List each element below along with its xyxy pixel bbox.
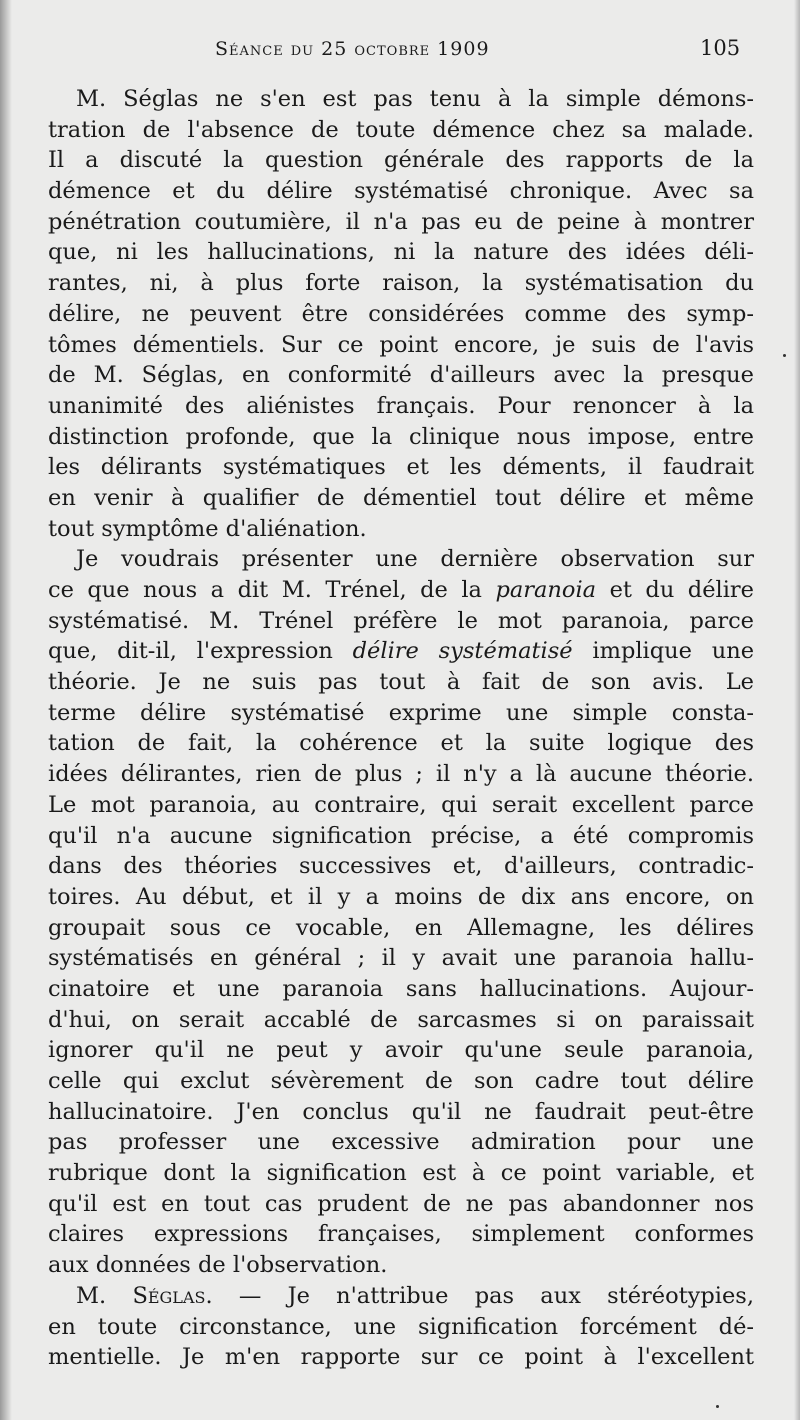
running-title: Séance du 25 octobre 1909 <box>215 38 490 60</box>
text-line: pas professer une excessive admiration pour une <box>48 1129 754 1156</box>
text-line: claires expressions françaises, simplement conformes <box>48 1221 754 1248</box>
print-speck <box>783 354 786 357</box>
text-line: idées délirantes, rien de plus ; il n'y a là aucune théorie. <box>48 761 754 788</box>
text-line: rantes, ni, à plus forte raison, la systématisation du <box>48 270 754 297</box>
text-line: en venir à qualifier de démentiel tout délire et même <box>48 484 754 511</box>
text-run: que, dit-il, l'expression <box>48 638 333 665</box>
text-line: pénétration coutumière, il n'a pas eu de peine à montrer <box>48 208 754 235</box>
text-line: ignorer qu'il ne peut y avoir qu'une seule paranoia, <box>48 1037 754 1064</box>
text-line: rubrique dont la signification est à ce point variable, et <box>48 1160 754 1187</box>
text-line: dans des théories successives et, d'ailleurs, contradic- <box>48 853 754 880</box>
speaker-name: Séglas. <box>132 1282 213 1309</box>
text-line: délire, ne peuvent être considérées comme des symp- <box>48 300 754 327</box>
page-header <box>0 38 800 68</box>
text-line: celle qui exclut sévèrement de son cadre tout délire <box>48 1068 754 1094</box>
text-line: hallucinatoire. J'en conclus qu'il ne faudrait peut-être <box>48 1098 754 1125</box>
page-edge-shadow-left <box>0 0 12 1420</box>
text-run: et du délire <box>609 577 754 603</box>
italic-term: paranoia <box>495 577 597 603</box>
page-edge-shadow-right <box>794 0 800 1420</box>
body-text <box>48 84 754 1373</box>
text-line: tration de l'absence de toute démence chez sa malade. <box>48 116 754 143</box>
text-line: les délirants systématiques et les déments, il faudrait <box>48 454 754 481</box>
text-line: Le mot paranoia, au contraire, qui serait excellent parce <box>48 791 754 818</box>
text-line: Je voudrais présenter une dernière observation sur <box>76 546 754 573</box>
page-number: 105 <box>700 36 741 60</box>
text-line <box>48 1281 754 1312</box>
text-line: terme délire systématisé exprime une simple consta- <box>48 699 754 726</box>
text-run: ce que nous a dit M. Trénel, de la <box>48 577 482 603</box>
text-run: — Je n'attribue pas aux stéréotypies, <box>238 1282 754 1309</box>
text-line: cinatoire et une paranoia sans hallucinations. Aujour- <box>48 975 754 1002</box>
print-speck <box>716 1405 719 1408</box>
text-line: d'hui, on serait accablé de sarcasmes si on paraissait <box>48 1006 754 1033</box>
text-line: théorie. Je ne suis pas tout à fait de son avis. Le <box>48 669 754 696</box>
text-line: qu'il est en tout cas prudent de ne pas abandonner nos <box>48 1190 754 1217</box>
text-line <box>48 575 754 606</box>
text-line: M. Séglas ne s'en est pas tenu à la simple démons- <box>76 86 754 112</box>
text-line: tation de fait, la cohérence et la suite logique des <box>48 730 754 757</box>
text-line: unanimité des aliénistes français. Pour renoncer à la <box>48 392 754 419</box>
text-line: groupait sous ce vocable, en Allemagne, les délires <box>48 914 754 941</box>
text-run: implique une <box>592 638 755 665</box>
speaker-prefix: M. <box>76 1282 107 1309</box>
text-line: de M. Séglas, en conformité d'ailleurs avec la presque <box>48 362 754 389</box>
text-line: systématisés en général ; il y avait une paranoia hallu- <box>48 945 754 972</box>
text-line: qu'il n'a aucune signification précise, a été compromis <box>48 822 754 849</box>
text-line: Il a discuté la question générale des rapports de la <box>48 147 754 174</box>
text-line: mentielle. Je m'en rapporte sur ce point à l'excellent <box>48 1344 754 1371</box>
text-line: systématisé. M. Trénel préfère le mot paranoia, parce <box>48 607 754 634</box>
text-line: distinction profonde, que la clinique nous impose, entre <box>48 423 754 450</box>
text-line: démence et du délire systématisé chronique. Avec sa <box>48 178 754 205</box>
text-line: tômes démentiels. Sur ce point encore, je suis de l'avis <box>48 331 754 358</box>
italic-term: délire systématisé <box>352 638 573 665</box>
text-line: aux données de l'observation. <box>48 1252 388 1279</box>
text-line: que, ni les hallucinations, ni la nature des idées déli- <box>48 239 754 266</box>
text-line: tout symptôme d'aliénation. <box>48 515 367 542</box>
text-line: toires. Au début, et il y a moins de dix ans encore, on <box>48 883 754 910</box>
text-line <box>48 636 754 667</box>
text-line: en toute circonstance, une signification forcément dé- <box>48 1313 754 1340</box>
